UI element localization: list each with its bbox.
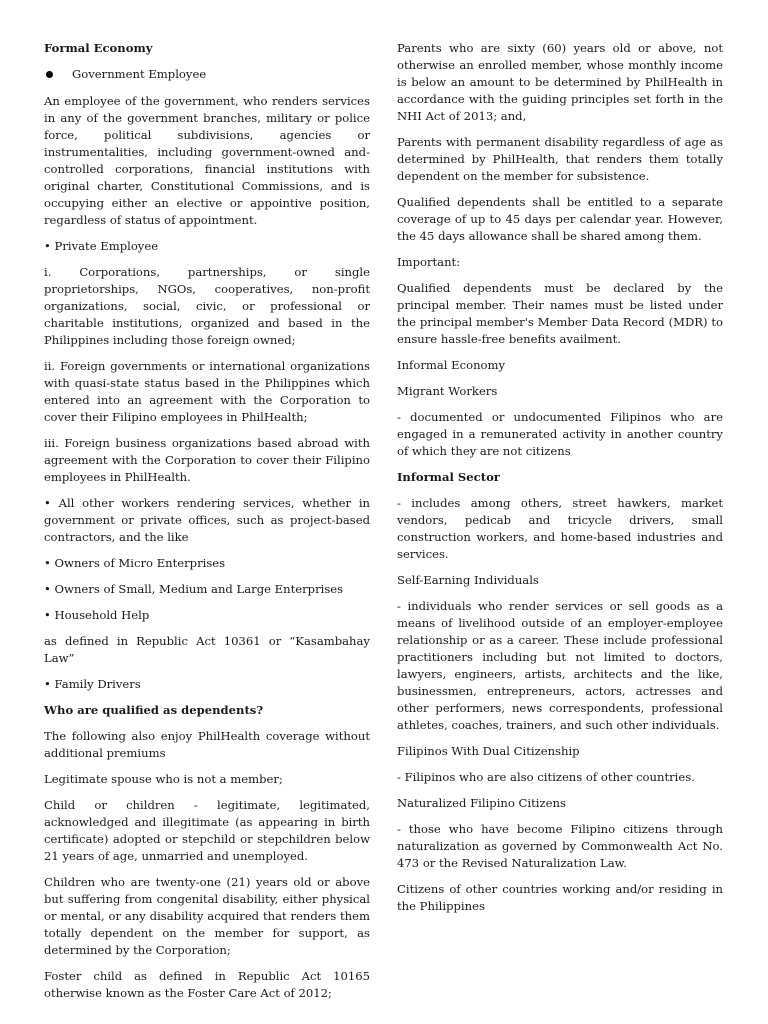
private-employee-clause-iii: iii. Foreign business organizations based abroad with agreement with the Corporation to cover their Filipino employees in PhilHealth. <box>44 436 370 484</box>
dependent-parents-senior: Parents who are sixty (60) years old or above, not otherwise an enrolled member, whose monthly income is below an amount to be determined by PhilHealth in accordance with the guiding principles set forth in the NHI Act of 2013; and, <box>397 41 723 123</box>
foreign-citizens-item: Citizens of other countries working and/or residing in the Philippines <box>397 882 723 913</box>
other-workers-item: • All other workers rendering services, whether in government or private offices, such as project-based contractors, and the like <box>44 496 370 544</box>
self-earning-definition: - individuals who render services or sell goods as a means of livelihood outside of an employer-employee relationship or as a career. These include professional practitioners including but not limited to doctors, lawyers, engineers, artists, architects and the like, businessmen, entrepreneurs, actors, actresses and other performers, news correspondents, professional athletes, coaches, trainers, and such other individuals. <box>397 599 723 732</box>
government-employee-label: Government Employee <box>72 67 207 81</box>
government-employee-definition: An employee of the government, who renders services in any of the government branches, military or police force, political subdivisions, agencies or instrumentalities, including government-owned and-controlled corporations, financial institutions with original charter, Constitutional Commissions, and is occupying either an elective or appointive position, regardless of status of appointment. <box>44 94 370 227</box>
self-earning-heading: Self-Earning Individuals <box>397 573 539 587</box>
naturalized-citizens-heading: Naturalized Filipino Citizens <box>397 796 566 810</box>
private-employee-clause-i: i. Corporations, partnerships, or single proprietorships, NGOs, cooperatives, non-profit organizations, social, civic, or professional or charitable institutions, organized and based in the Philippines including those foreign owned; <box>44 265 370 347</box>
household-help-item: • Household Help <box>44 608 150 622</box>
migrant-workers-heading: Migrant Workers <box>397 384 498 398</box>
dual-citizenship-heading: Filipinos With Dual Citizenship <box>397 744 580 758</box>
dependent-children: Child or children - legitimate, legitimated, acknowledged and illegitimate (as appearing in birth certificate) adopted or stepchild or stepchildren below 21 years of age, unmarried and unemployed. <box>44 798 370 863</box>
right-column <box>397 40 723 924</box>
informal-sector-heading: Informal Sector <box>397 470 500 484</box>
dependent-foster-child: Foster child as defined in Republic Act 10165 otherwise known as the Foster Care Act of 2012; <box>44 969 370 1000</box>
dependent-spouse: Legitimate spouse who is not a member; <box>44 772 283 786</box>
migrant-workers-definition: - documented or undocumented Filipinos who are engaged in a remunerated activity in another country of which they are not citizens <box>397 410 723 458</box>
important-label: Important: <box>397 255 461 269</box>
dependents-heading: Who are qualified as dependents? <box>44 703 264 717</box>
dual-citizenship-definition: - Filipinos who are also citizens of other countries. <box>397 770 695 784</box>
dependent-parents-disabled: Parents with permanent disability regardless of age as determined by PhilHealth, that renders them totally dependent on the member for subsistence. <box>397 135 723 183</box>
important-note: Qualified dependents must be declared by the principal member. Their names must be listed under the principal member's Member Data Record (MDR) to ensure hassle-free benefits availment. <box>397 281 723 346</box>
informal-sector-definition: - includes among others, street hawkers, market vendors, pedicab and tricycle drivers, small construction workers, and home-based industries and services. <box>397 496 723 561</box>
dependent-disabled-children: Children who are twenty-one (21) years old or above but suffering from congenital disability, either physical or mental, or any disability acquired that renders them totally dependent on the member for support, as determined by the Corporation; <box>44 875 370 957</box>
private-employee-clause-ii: ii. Foreign governments or international organizations with quasi-state status based in the Philippines which entered into an agreement with the Corporation to cover their Filipino employees in PhilHealth; <box>44 359 370 424</box>
naturalized-citizens-definition: - those who have become Filipino citizens through naturalization as governed by Commonwealth Act No. 473 or the Revised Naturalization Law. <box>397 822 723 870</box>
formal-economy-heading: Formal Economy <box>44 41 153 55</box>
enterprise-owners-item: • Owners of Small, Medium and Large Enterprises <box>44 582 344 596</box>
family-drivers-item: • Family Drivers <box>44 677 141 691</box>
dependents-intro: The following also enjoy PhilHealth coverage without additional premiums <box>44 729 370 760</box>
private-employee-item: • Private Employee <box>44 239 159 253</box>
bullet-dot-icon <box>46 71 53 78</box>
government-employee-bullet <box>44 66 370 83</box>
micro-enterprise-owners-item: • Owners of Micro Enterprises <box>44 556 226 570</box>
informal-economy-heading: Informal Economy <box>397 358 506 372</box>
dependent-coverage-note: Qualified dependents shall be entitled to a separate coverage of up to 45 days per calendar year. However, the 45 days allowance shall be shared among them. <box>397 195 723 243</box>
kasambahay-law-note: as defined in Republic Act 10361 or “Kasambahay Law” <box>44 634 370 665</box>
left-column <box>44 40 370 1011</box>
